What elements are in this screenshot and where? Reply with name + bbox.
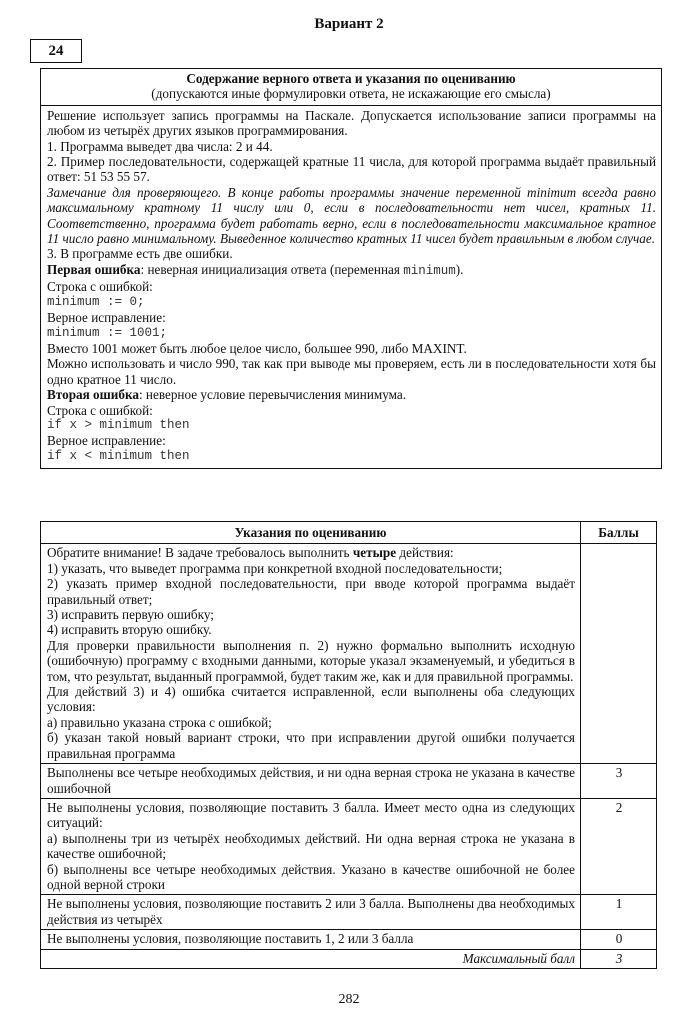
second-error-fix-label: Верное исправление: [47, 433, 166, 449]
first-error-comment-2: Можно использовать и число 990, так как при выводе мы проверяем, есть ли в последовательности хотя бы одно кратное 11 число. [47, 356, 656, 387]
first-error-label: Первая ошибка [47, 261, 141, 277]
first-error-comment-1: Вместо 1001 может быть любое целое число, большее 990, либо MAXINT. [47, 340, 467, 356]
first-error-text: : неверная инициализация ответа (переменная [140, 261, 404, 277]
variant-title: Вариант 2 [314, 16, 384, 32]
instructions-points-cell [581, 544, 657, 764]
max-score-row [41, 949, 657, 968]
grading-row [41, 930, 657, 949]
second-error-line-label: Строка с ошибкой: [47, 402, 153, 418]
points-cell: 3 [581, 764, 657, 799]
page-number: 282 [338, 992, 360, 1007]
instruction-line: Для действий 3) и 4) ошибка считается исправленной, если выполнены оба следующих условия: [47, 684, 575, 715]
grading-row [41, 798, 657, 894]
second-error-fix-code: if x < minimum then [47, 448, 190, 463]
points-cell: 2 [581, 798, 657, 894]
points-cell: 0 [581, 930, 657, 949]
instructions-row [41, 544, 657, 764]
header-points: Баллы [581, 522, 657, 544]
answer-box [40, 68, 662, 469]
second-error-line-code: if x > minimum then [47, 417, 190, 432]
instruction-line [47, 545, 575, 560]
first-error-variable: minimum [403, 263, 456, 278]
answer-point-2: 2. Пример последовательности, содержащей кратные 11 числа, для которой программа выдаёт правильный ответ: 51 53 55 57. [47, 154, 656, 185]
instruction-line: 3) исправить первую ошибку; [47, 607, 214, 623]
instruction-text: действия: [396, 545, 454, 561]
header-instructions: Указания по оцениванию [41, 522, 581, 544]
instruction-emphasis: четыре [352, 545, 397, 561]
criteria-cell [41, 895, 581, 930]
criteria-line: Не выполнены условия, позволяющие поставить 2 или 3 балла. Выполнены два необходимых действия из четырёх [47, 896, 575, 927]
instruction-line: 1) указать, что выведет программа при конкретной входной последовательности; [47, 560, 503, 576]
answer-point-3: 3. В программе есть две ошибки. [47, 246, 233, 262]
criteria-line: Выполнены все четыре необходимых действия, и ни одна верная строка не указана в качестве ошибочной [47, 765, 575, 796]
grading-row [41, 895, 657, 930]
first-error-fix-code: minimum := 1001; [47, 325, 168, 340]
first-error-line-code: minimum := 0; [47, 294, 145, 309]
second-error-label: Вторая ошибка [47, 387, 139, 403]
criteria-cell [41, 930, 581, 949]
instruction-line: Для проверки правильности выполнения п. 2) нужно формально выполнить исходную (ошибочную) программу с входными данными, которые указал экзаменуемый, и убедиться в том, что результат, выданный программой, будет таким же, как и для правильной программы. [47, 637, 575, 684]
answer-box-body [41, 106, 661, 468]
criteria-line: б) выполнены все четыре необходимых действия. Указано в качестве ошибочной не более одной верной строки [47, 861, 575, 892]
instruction-line: б) указан такой новый вариант строки, что при исправлении другой ошибки получается правильная программа [47, 730, 575, 761]
answer-box-header [41, 69, 661, 106]
intro-text: Решение использует запись программы на Паскале. Допускается использование записи программы на любом из четырёх других языков программирования. [47, 107, 656, 139]
max-score-label: Максимальный балл [41, 949, 581, 968]
first-error-description [47, 262, 656, 279]
instruction-line: а) правильно указана строка с ошибкой; [47, 714, 272, 730]
instruction-line: 4) исправить вторую ошибку. [47, 622, 212, 638]
points-cell: 1 [581, 895, 657, 930]
criteria-cell [41, 798, 581, 894]
answer-box-title: Содержание верного ответа и указания по оцениванию [186, 71, 516, 86]
instruction-line: 2) указать пример входной последовательности, при вводе которой программа выдаёт правильный ответ; [47, 576, 575, 607]
answer-point-1: 1. Программа выведет два числа: 2 и 44. [47, 138, 273, 154]
first-error-line-label: Строка с ошибкой: [47, 279, 153, 295]
criteria-line: Не выполнены условия, позволяющие поставить 3 балла. Имеет место одна из следующих ситуаций: [47, 799, 575, 831]
first-error-fix-label: Верное исправление: [47, 310, 166, 326]
task-number-box: 24 [30, 39, 82, 63]
first-error-end: ). [455, 261, 464, 277]
grading-row [41, 764, 657, 799]
instructions-cell [41, 544, 581, 764]
instruction-text: Обратите внимание! В задаче требовалось выполнить [47, 545, 353, 561]
second-error-text: : неверное условие перевычисления минимума. [138, 387, 407, 403]
reviewer-note: Замечание для проверяющего. В конце работы программы значение переменной minimum всегда равно максимальному кратному 11 числу или 0, если в последовательности нет чисел, кратных 11. Соответственно, программа будет работать верно, если в последовательности максимальное кратное 11 число равно минимальному. Выведенное количество кратных 11 чисел будет правильным в любом случае. [47, 184, 656, 247]
criteria-line: Не выполнены условия, позволяющие поставить 1, 2 или 3 балла [47, 931, 414, 947]
criteria-cell [41, 764, 581, 799]
criteria-line: а) выполнены три из четырёх необходимых действий. Ни одна верная строка не указана в качестве ошибочной; [47, 830, 575, 862]
second-error-description [47, 387, 656, 402]
grading-table [40, 521, 657, 969]
answer-box-subtitle: (допускаются иные формулировки ответа, не искажающие его смысла) [151, 86, 551, 102]
max-score-value: 3 [581, 949, 657, 968]
grading-table-header [41, 522, 657, 544]
